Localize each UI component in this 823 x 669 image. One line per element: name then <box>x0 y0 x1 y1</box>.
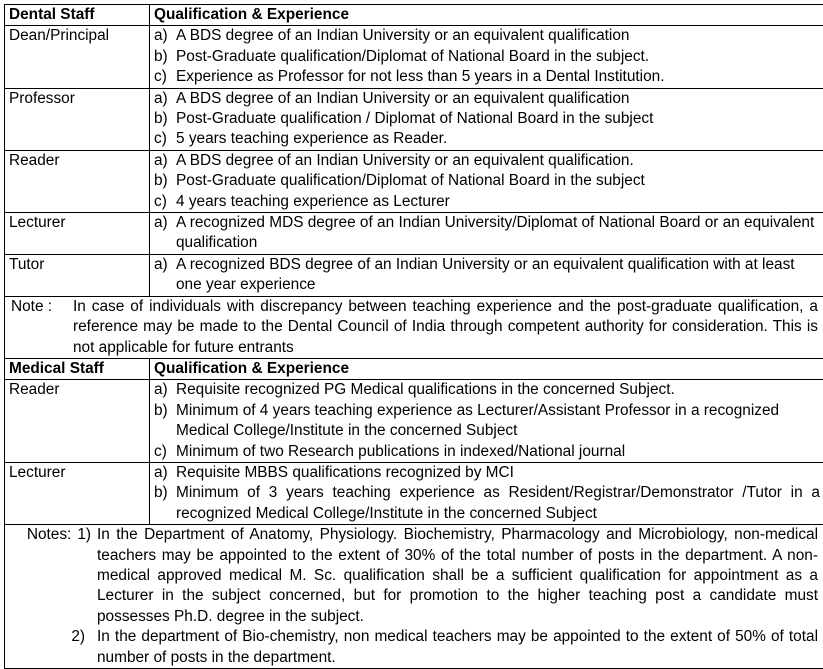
medical-notes <box>5 525 823 669</box>
list-item <box>154 109 820 129</box>
qualification-document <box>4 4 818 669</box>
item-text: Experience as Professor for not less than 5 years in a Dental Institution. <box>176 67 820 87</box>
item-label: a) <box>154 463 176 483</box>
list-item <box>154 380 820 400</box>
dental-note-row <box>5 296 823 358</box>
item-text: Post-Graduate qualification/Diplomat of National Board in the subject <box>176 171 820 191</box>
item-label: b) <box>154 401 176 442</box>
item-text: A recognized MDS degree of an Indian University/Diplomat of National Board or an equivalent qualification <box>176 213 820 254</box>
qualification-cell <box>150 150 823 212</box>
table-row <box>5 380 823 463</box>
list-item <box>154 255 820 296</box>
item-label: b) <box>154 171 176 191</box>
item-label: a) <box>154 151 176 171</box>
list-item <box>154 213 820 254</box>
role-tutor: Tutor <box>5 254 150 296</box>
item-text: Minimum of 3 years teaching experience as Resident/Registrar/Demonstrator /Tutor in a recognized Medical College/Institute in the concerned Subject <box>176 483 820 524</box>
list-item <box>154 401 820 442</box>
note-item <box>11 525 818 627</box>
note-text: In case of individuals with discrepancy between teaching experience and the post-graduate qualification, a reference may be made to the Dental Council of India through competent authority for consideration. This is not applicable for future entrants <box>73 297 818 358</box>
item-text: Post-Graduate qualification/Diplomat of National Board in the subject. <box>176 47 820 67</box>
table-row <box>5 150 823 212</box>
item-text: A BDS degree of an Indian University or an equivalent qualification. <box>176 151 820 171</box>
dental-staff-header: Dental Staff <box>5 5 150 26</box>
note-text: In the Department of Anatomy, Physiology. Biochemistry, Pharmacology and Microbiology, non-medical teachers may be appointed to the extent of 30% of the total number of posts in the department. A non-medical approved medical M. Sc. qualification shall be a sufficient qualification for appointment as a Lecturer in the subject concerned, but for promotion to the higher teaching post a candidate must possesses Ph.D. degree in the subject. <box>97 525 818 627</box>
item-text: Minimum of 4 years teaching experience as Lecturer/Assistant Professor in a recognized Medical College/Institute in the concerned Subject <box>176 401 820 442</box>
dental-note <box>5 296 823 358</box>
item-text: Requisite MBBS qualifications recognized by MCI <box>176 463 820 483</box>
medical-notes-row <box>5 525 823 669</box>
qualification-cell <box>150 462 823 524</box>
table-row <box>5 88 823 150</box>
list-item <box>154 47 820 67</box>
list-item <box>154 26 820 46</box>
item-label: c) <box>154 67 176 87</box>
item-text: Requisite recognized PG Medical qualifications in the concerned Subject. <box>176 380 820 400</box>
table-row <box>5 26 823 88</box>
qualification-cell <box>150 26 823 88</box>
list-item <box>154 89 820 109</box>
medical-header-row <box>5 358 823 379</box>
item-text: A recognized BDS degree of an Indian University or an equivalent qualification with at least one year experience <box>176 255 820 296</box>
item-text: 5 years teaching experience as Reader. <box>176 129 820 149</box>
item-label: b) <box>154 109 176 129</box>
qualification-cell <box>150 213 823 255</box>
list-item <box>154 192 820 212</box>
list-item <box>154 442 820 462</box>
item-text: A BDS degree of an Indian University or an equivalent qualification <box>176 89 820 109</box>
item-label: b) <box>154 483 176 524</box>
notes-label: Notes: <box>27 525 71 627</box>
list-item <box>154 151 820 171</box>
note-number: 2) <box>71 627 85 668</box>
item-label: b) <box>154 47 176 67</box>
item-label: c) <box>154 129 176 149</box>
qualification-cell <box>150 254 823 296</box>
table-row <box>5 462 823 524</box>
note-label: Note : <box>11 297 73 358</box>
list-item <box>154 129 820 149</box>
role-lecturer: Lecturer <box>5 462 150 524</box>
medical-qualification-header: Qualification & Experience <box>150 358 823 379</box>
list-item <box>154 171 820 191</box>
item-label: a) <box>154 26 176 46</box>
table-row <box>5 254 823 296</box>
role-professor: Professor <box>5 88 150 150</box>
dental-qualification-header: Qualification & Experience <box>150 5 823 26</box>
qualification-cell <box>150 380 823 463</box>
qualification-cell <box>150 88 823 150</box>
note-item <box>11 627 818 668</box>
list-item <box>154 67 820 87</box>
role-dean-principal: Dean/Principal <box>5 26 150 88</box>
role-reader: Reader <box>5 150 150 212</box>
list-item <box>154 463 820 483</box>
qualification-table <box>4 4 823 669</box>
item-text: Post-Graduate qualification / Diplomat of National Board in the subject <box>176 109 820 129</box>
list-item <box>154 483 820 524</box>
item-label: a) <box>154 255 176 296</box>
item-label: c) <box>154 192 176 212</box>
item-label: c) <box>154 442 176 462</box>
note-text: In the department of Bio-chemistry, non medical teachers may be appointed to the extent of 50% of total number of posts in the department. <box>97 627 818 668</box>
item-label: a) <box>154 89 176 109</box>
table-row <box>5 213 823 255</box>
medical-staff-header: Medical Staff <box>5 358 150 379</box>
role-lecturer: Lecturer <box>5 213 150 255</box>
item-text: Minimum of two Research publications in indexed/National journal <box>176 442 820 462</box>
item-text: A BDS degree of an Indian University or an equivalent qualification <box>176 26 820 46</box>
item-text: 4 years teaching experience as Lecturer <box>176 192 820 212</box>
dental-header-row <box>5 5 823 26</box>
item-label: a) <box>154 380 176 400</box>
role-reader: Reader <box>5 380 150 463</box>
note-number: 1) <box>77 525 91 627</box>
item-label: a) <box>154 213 176 254</box>
